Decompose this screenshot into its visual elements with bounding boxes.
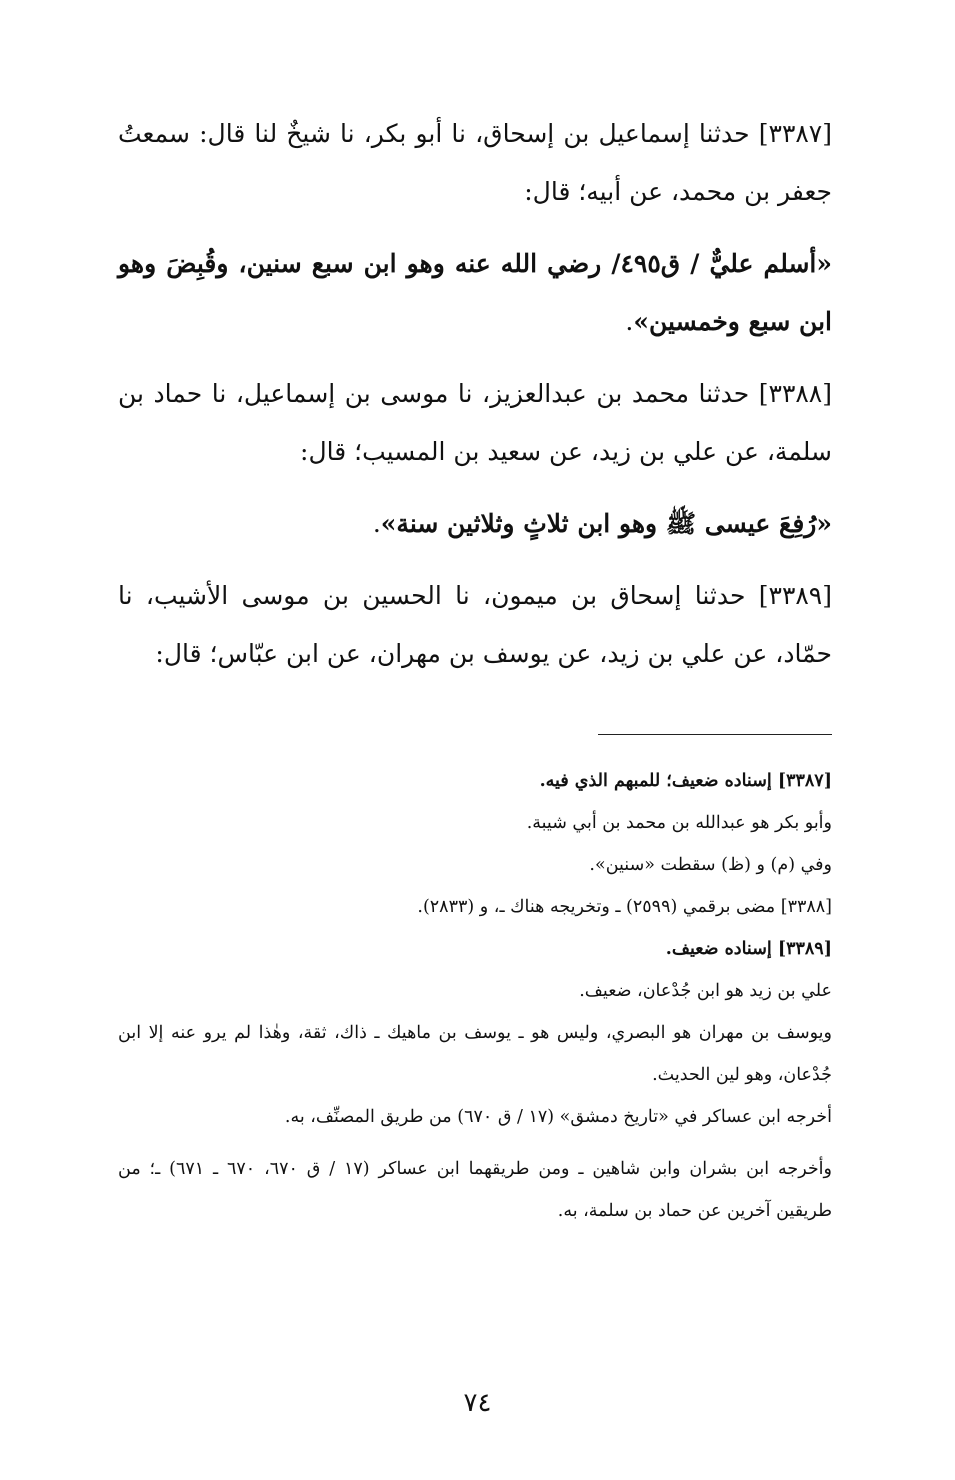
hadith-chain: حدثنا إسماعيل بن إسحاق، نا أبو بكر، نا شيخٌ لنا قال: سمعتُ جعفر بن محمد، عن أبيه؛ قال: bbox=[118, 119, 832, 206]
hadith-quote: «رُفِعَ عيسى ﷺ وهو ابن ثلاثٍ وثلاثين سنة» bbox=[380, 509, 832, 538]
footnote-line: أخرجه ابن عساكر في «تاريخ دمشق» (١٧ / ق ٦٧٠) من طريق المصنِّف، به. bbox=[284, 1107, 832, 1127]
hadith-3387-quote bbox=[118, 235, 832, 351]
footnote-line: ويوسف بن مهران هو البصري، وليس هو ـ يوسف بن ماهيك ـ ذاك، ثقة، وهٰذا لم يرو عنه إلا ابن جُدْعان، وهو لين الحديث. bbox=[118, 1023, 832, 1085]
footnotes bbox=[118, 760, 832, 1232]
footnote-line: وفي (م) و (ظ) سقطت «سنين». bbox=[589, 855, 832, 875]
page-number: ٧٤ bbox=[463, 1388, 492, 1418]
quote-end: . bbox=[372, 509, 381, 538]
footnote-line: وأخرجه ابن بشران وابن شاهين ـ ومن طريقهما ابن عساكر (١٧ / ق ٦٧٠، ٦٧٠ ـ ٦٧١) ـ؛ من طريقين آخرين عن حماد بن سلمة، به. bbox=[118, 1159, 832, 1221]
hadith-3389 bbox=[118, 567, 832, 683]
footnote-separator bbox=[598, 734, 832, 735]
footnote-line: وأبو بكر هو عبدالله بن محمد بن أبي شيبة. bbox=[526, 813, 832, 833]
hadith-chain: حدثنا إسحاق بن ميمون، نا الحسين بن موسى الأشيب، نا حمّاد، عن علي بن زيد، عن يوسف بن مهران، عن ابن عبّاس؛ قال: bbox=[118, 581, 832, 668]
hadith-number: [٣٣٨٨] bbox=[758, 379, 832, 408]
footnote-line: علي بن زيد هو ابن جُدْعان، ضعيف. bbox=[579, 981, 832, 1001]
hadith-number: [٣٣٨٩] bbox=[758, 581, 832, 610]
footnote-3388: [٣٣٨٨] مضى برقمي (٢٥٩٩) ـ وتخريجه هناك ـ، و (٢٨٣٣). bbox=[417, 897, 832, 917]
hadith-3387 bbox=[118, 105, 832, 221]
hadith-number: [٣٣٨٧] bbox=[758, 119, 832, 148]
footnote-3389: [٣٣٨٩] إسناده ضعيف. bbox=[665, 939, 832, 959]
quote-end: . bbox=[625, 307, 634, 336]
hadith-3388-quote bbox=[118, 495, 832, 553]
hadith-quote: «أسلم عليٌّ / ق٤٩٥/ رضي الله عنه وهو ابن سبع سنين، وقُبِضَ وهو ابن سبع وخمسين» bbox=[118, 249, 832, 336]
footnote-3387: [٣٣٨٧] إسناده ضعيف؛ للمبهم الذي فيه. bbox=[539, 771, 832, 791]
hadith-chain: حدثنا محمد بن عبدالعزيز، نا موسى بن إسماعيل، نا حماد بن سلمة، عن علي بن زيد، عن سعيد بن المسيب؛ قال: bbox=[118, 379, 832, 466]
main-text bbox=[118, 105, 832, 683]
hadith-3388 bbox=[118, 365, 832, 481]
